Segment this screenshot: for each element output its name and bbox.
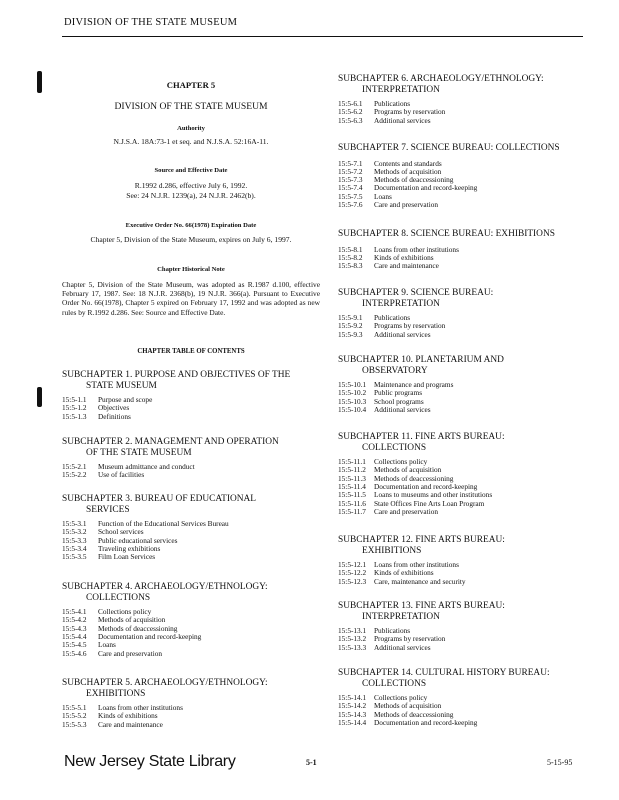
- toc-item[interactable]: 15:5-9.2 Programs by reservation: [338, 321, 446, 331]
- subchapter-title: SUBCHAPTER 4. ARCHAEOLOGY/ETHNOLOGY:: [62, 582, 268, 592]
- toc-item[interactable]: 15:5-10.3 School programs: [338, 396, 424, 406]
- toc-item[interactable]: 15:5-11.3 Methods of deaccessioning: [338, 473, 454, 483]
- toc-item[interactable]: 15:5-6.1 Publications: [338, 99, 411, 109]
- toc-item[interactable]: 15:5-11.5 Loans to museums and other institutions: [338, 490, 493, 500]
- historical-note-text: Chapter 5, Division of the State Museum, was adopted as R.1987 d.100, effective February 17, 1987. See: 18 N.J.R. 2368(b), 19 N.J.R. 366(a). Pursuant to Executive Order No. 66(1978), Chapter 5 expired on February 17, 1992 and was adopted as new rules by R.1992 d.286. See: Source and Effective Date.: [62, 280, 320, 317]
- toc-item[interactable]: 15:5-13.3 Additional services: [338, 642, 431, 652]
- subchapter-13: [338, 601, 583, 652]
- toc-item[interactable]: 15:5-7.4 Documentation and record-keeping: [338, 183, 478, 193]
- margin-change-bar: [37, 71, 42, 93]
- toc-item[interactable]: 15:5-2.1 Museum admittance and conduct: [62, 462, 195, 472]
- subchapter-8: [338, 229, 583, 270]
- toc-item[interactable]: 15:5-1.2 Objectives: [62, 403, 130, 413]
- toc-item[interactable]: 15:5-9.3 Additional services: [338, 329, 431, 339]
- subchapter-title: SUBCHAPTER 13. FINE ARTS BUREAU:: [338, 601, 505, 611]
- toc-item[interactable]: 15:5-4.4 Documentation and record-keeping: [62, 632, 202, 642]
- toc-item[interactable]: 15:5-3.1 Function of the Educational Services Bureau: [62, 519, 229, 529]
- subchapter-title: SUBCHAPTER 9. SCIENCE BUREAU:: [338, 288, 494, 298]
- subchapter-title: SUBCHAPTER 3. BUREAU OF EDUCATIONAL: [62, 494, 257, 504]
- subchapter-title: SUBCHAPTER 1. PURPOSE AND OBJECTIVES OF THE: [62, 370, 291, 380]
- subchapter-title: SUBCHAPTER 12. FINE ARTS BUREAU:: [338, 535, 505, 545]
- source-line-2: See: 24 N.J.R. 1239(a), 24 N.J.R. 2462(b).: [126, 191, 256, 200]
- subchapter-title-cont: EXHIBITIONS: [362, 545, 422, 556]
- toc-item[interactable]: 15:5-3.4 Traveling exhibitions: [62, 544, 161, 554]
- subchapter-9: [338, 288, 583, 339]
- toc-item[interactable]: 15:5-4.1 Collections policy: [62, 607, 152, 617]
- subchapter-1: [62, 370, 320, 421]
- header-rule: [62, 36, 583, 37]
- toc-item[interactable]: 15:5-13.2 Programs by reservation: [338, 634, 446, 644]
- toc-item[interactable]: 15:5-12.3 Care, maintenance and security: [338, 576, 466, 586]
- running-header: DIVISION OF THE STATE MUSEUM: [64, 17, 238, 28]
- source-line-1: R.1992 d.286, effective July 6, 1992.: [134, 181, 248, 190]
- chapter-label: CHAPTER 5: [166, 80, 216, 90]
- subchapter-title-cont: INTERPRETATION: [362, 298, 440, 309]
- source-heading: Source and Effective Date: [154, 167, 228, 174]
- toc-item[interactable]: 15:5-2.2 Use of facilities: [62, 470, 145, 480]
- toc-item[interactable]: 15:5-6.2 Programs by reservation: [338, 107, 446, 117]
- subchapter-6: [338, 74, 583, 125]
- authority-heading: Authority: [177, 125, 205, 132]
- revision-date: 5-15-95: [547, 758, 573, 767]
- toc-item[interactable]: 15:5-9.1 Publications: [338, 313, 411, 323]
- toc-item[interactable]: 15:5-11.2 Methods of acquisition: [338, 465, 442, 475]
- subchapter-14: [338, 668, 583, 727]
- subchapter-title-cont: SERVICES: [86, 504, 130, 515]
- historical-note-heading: Chapter Historical Note: [157, 266, 225, 273]
- subchapter-title-cont: INTERPRETATION: [362, 84, 440, 95]
- toc-item[interactable]: 15:5-10.2 Public programs: [338, 388, 423, 398]
- subchapter-title: SUBCHAPTER 6. ARCHAEOLOGY/ETHNOLOGY:: [338, 74, 544, 84]
- subchapter-title-cont: COLLECTIONS: [362, 678, 427, 689]
- toc-item[interactable]: 15:5-5.1 Loans from other institutions: [62, 703, 183, 713]
- subchapter-title-cont: OF THE STATE MUSEUM: [86, 447, 192, 458]
- toc-item[interactable]: 15:5-7.1 Contents and standards: [338, 158, 442, 168]
- toc-item[interactable]: 15:5-10.1 Maintenance and programs: [338, 380, 454, 390]
- chapter-name: DIVISION OF THE STATE MUSEUM: [114, 101, 268, 112]
- toc-item[interactable]: 15:5-4.5 Loans: [62, 640, 116, 650]
- toc-item[interactable]: 15:5-3.3 Public educational services: [62, 535, 178, 545]
- subchapter-title: SUBCHAPTER 11. FINE ARTS BUREAU:: [338, 432, 505, 442]
- toc-item[interactable]: 15:5-10.4 Additional services: [338, 405, 431, 415]
- toc-item[interactable]: 15:5-11.1 Collections policy: [338, 457, 428, 467]
- toc-item[interactable]: 15:5-7.6 Care and preservation: [338, 200, 439, 210]
- toc-item[interactable]: 15:5-8.1 Loans from other institutions: [338, 244, 459, 254]
- subchapter-3: [62, 494, 320, 562]
- subchapter-10: [338, 355, 583, 414]
- toc-item[interactable]: 15:5-7.5 Loans: [338, 191, 392, 201]
- subchapter-title: SUBCHAPTER 7. SCIENCE BUREAU: COLLECTIONS: [338, 143, 560, 153]
- toc-item[interactable]: 15:5-14.3 Methods of deaccessioning: [338, 709, 454, 719]
- subchapter-title-cont: COLLECTIONS: [86, 592, 151, 603]
- toc-item[interactable]: 15:5-14.4 Documentation and record-keeping: [338, 718, 478, 728]
- subchapter-12: [338, 535, 583, 586]
- toc-item[interactable]: 15:5-3.2 School services: [62, 527, 144, 537]
- toc-item[interactable]: 15:5-12.1 Loans from other institutions: [338, 560, 459, 570]
- toc-item[interactable]: 15:5-6.3 Additional services: [338, 115, 431, 125]
- subchapter-title: SUBCHAPTER 2. MANAGEMENT AND OPERATION: [62, 437, 279, 447]
- subchapter-title-cont: OBSERVATORY: [362, 365, 428, 376]
- subchapter-title-cont: STATE MUSEUM: [86, 380, 157, 391]
- toc-item[interactable]: 15:5-4.6 Care and preservation: [62, 648, 163, 658]
- library-watermark: New Jersey State Library: [64, 753, 236, 770]
- toc-item[interactable]: 15:5-4.2 Methods of acquisition: [62, 615, 166, 625]
- toc-item[interactable]: 15:5-1.3 Definitions: [62, 411, 131, 421]
- executive-order-text: Chapter 5, Division of the State Museum, expires on July 6, 1997.: [90, 235, 292, 244]
- toc-item[interactable]: 15:5-8.2 Kinds of exhibitions: [338, 252, 434, 262]
- toc-item[interactable]: 15:5-12.2 Kinds of exhibitions: [338, 568, 434, 578]
- subchapter-11: [338, 432, 583, 516]
- toc-item[interactable]: 15:5-14.2 Methods of acquisition: [338, 701, 442, 711]
- authority-text: N.J.S.A. 18A:73-1 et seq. and N.J.S.A. 52:16A-11.: [113, 137, 269, 146]
- toc-heading: CHAPTER TABLE OF CONTENTS: [137, 348, 245, 355]
- subchapter-4: [62, 582, 320, 658]
- subchapter-title: SUBCHAPTER 8. SCIENCE BUREAU: EXHIBITIONS: [338, 229, 555, 239]
- toc-item[interactable]: 15:5-5.3 Care and maintenance: [62, 719, 163, 729]
- toc-item[interactable]: 15:5-11.4 Documentation and record-keeping: [338, 482, 478, 492]
- executive-order-heading: Executive Order No. 66(1978) Expiration Date: [125, 222, 257, 229]
- toc-item[interactable]: 15:5-7.2 Methods of acquisition: [338, 166, 442, 176]
- page-number: 5-1: [306, 758, 317, 767]
- toc-item[interactable]: 15:5-11.7 Care and preservation: [338, 506, 439, 516]
- toc-item[interactable]: 15:5-7.3 Methods of deaccessioning: [338, 175, 454, 185]
- subchapter-title: SUBCHAPTER 10. PLANETARIUM AND: [338, 355, 504, 365]
- toc-item[interactable]: 15:5-5.2 Kinds of exhibitions: [62, 711, 158, 721]
- subchapter-title-cont: COLLECTIONS: [362, 442, 427, 453]
- margin-change-bar: [37, 387, 42, 407]
- subchapter-2: [62, 437, 320, 480]
- subchapter-title-cont: INTERPRETATION: [362, 611, 440, 622]
- toc-item[interactable]: 15:5-14.1 Collections policy: [338, 693, 428, 703]
- subchapter-title: SUBCHAPTER 5. ARCHAEOLOGY/ETHNOLOGY:: [62, 678, 268, 688]
- subchapter-title: SUBCHAPTER 14. CULTURAL HISTORY BUREAU:: [338, 668, 550, 678]
- toc-item[interactable]: 15:5-8.3 Care and maintenance: [338, 261, 439, 271]
- toc-item[interactable]: 15:5-4.3 Methods of deaccessioning: [62, 623, 178, 633]
- toc-item[interactable]: 15:5-11.6 State Offices Fine Arts Loan Program: [338, 498, 485, 508]
- toc-item[interactable]: 15:5-13.1 Publications: [338, 626, 411, 636]
- toc-item[interactable]: 15:5-3.5 Film Loan Services: [62, 552, 156, 562]
- subchapter-5: [62, 678, 320, 729]
- toc-item[interactable]: 15:5-1.1 Purpose and scope: [62, 395, 153, 405]
- subchapter-7: [338, 143, 583, 209]
- subchapter-title-cont: EXHIBITIONS: [86, 688, 146, 699]
